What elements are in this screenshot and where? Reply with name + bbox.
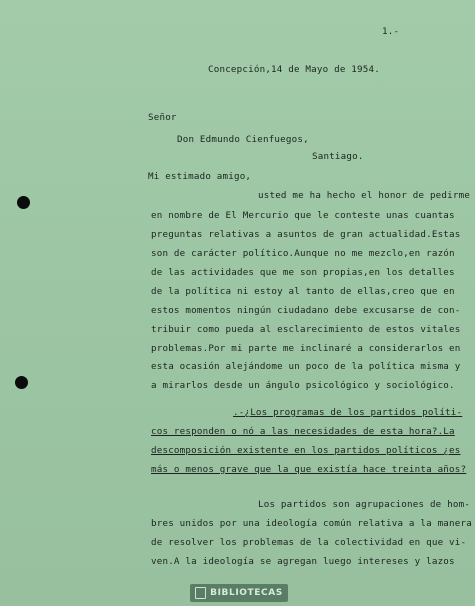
punch-hole [15, 376, 28, 389]
question-line: .-¿Los programas de los partidos políti- [233, 407, 463, 418]
body-line: son de carácter político.Aunque no me mezclo,en razón [151, 248, 455, 259]
body-line: a mirarlos desde un ángulo psicológico y sociológico. [151, 380, 455, 391]
recipient-name: Don Edmundo Cienfuegos, [177, 134, 309, 145]
question-line: descomposición existente en los partidos políticos ¿es [151, 445, 461, 456]
body-line: estos momentos ningún ciudadano debe excusarse de con- [151, 305, 461, 316]
body-line: de las actividades que me son propias,en los detalles [151, 267, 455, 278]
watermark [190, 584, 288, 602]
body-line: tribuir como pueda al esclarecimiento de estos vitales [151, 324, 461, 335]
body-line: preguntas relativas a asuntos de gran actualidad.Estas [151, 229, 461, 240]
answer-line: Los partidos son agrupaciones de hom- [258, 499, 471, 510]
salutation-title: Señor [148, 112, 177, 123]
question-line: cos responden o nó a las necesidades de esta hora?.La [151, 426, 455, 437]
body-line: problemas.Por mi parte me inclinaré a considerarlos en [151, 343, 461, 354]
answer-line: ven.A la ideología se agregan luego intereses y lazos [151, 556, 455, 567]
punch-hole [17, 196, 30, 209]
greeting: Mi estimado amigo, [148, 171, 252, 182]
answer-line: bres unidos por una ideología común relativa a la manera [151, 518, 472, 529]
body-line: esta ocasión alejándome un poco de la política misma y [151, 361, 461, 372]
question-line: más o menos grave que la que existía hace treinta años? [151, 464, 467, 475]
body-line: en nombre de El Mercurio que le conteste unas cuantas [151, 210, 455, 221]
body-line: de la política ni estoy al tanto de ellas,creo que en [151, 286, 455, 297]
page-number: 1.- [382, 26, 400, 37]
book-icon [195, 587, 206, 599]
body-line: usted me ha hecho el honor de pedirme [258, 190, 471, 201]
date-line: Concepción,14 de Mayo de 1954. [208, 64, 380, 75]
answer-line: de resolver los problemas de la colectividad en que vi- [151, 537, 467, 548]
recipient-city: Santiago. [312, 151, 364, 162]
watermark-text: BIBLIOTECAS [210, 588, 283, 598]
